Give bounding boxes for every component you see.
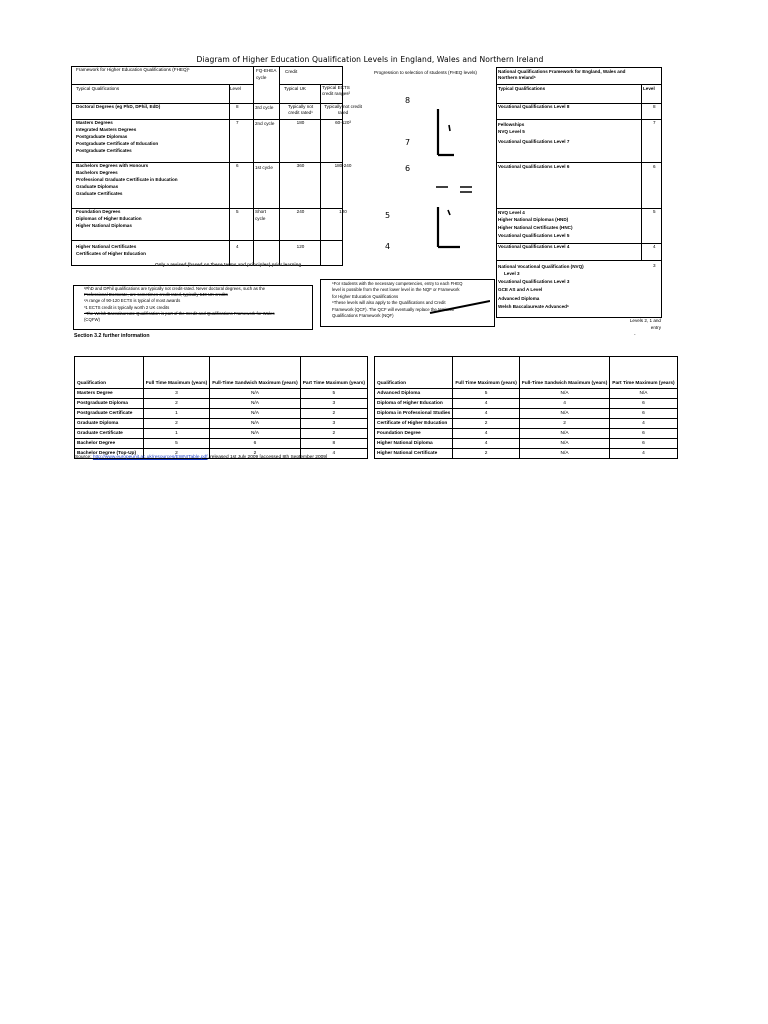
nqf-qual: Vocational Qualifications Level 4 [498, 244, 570, 249]
duration-cell: 1 [143, 429, 210, 439]
fheq-qual: Certificates of Higher Education [76, 251, 146, 256]
divider [253, 66, 254, 266]
nqf-qual: Welsh Baccalaureate Advanced⁶ [498, 304, 570, 309]
duration-cell: N/A [210, 409, 300, 419]
progression-level-7: 7 [405, 138, 411, 147]
fheq-qual: Bachelors Degrees [76, 170, 118, 175]
note: level is possible from the next lower level in the NQF or Framework [332, 287, 460, 293]
fheq-level: 5 [236, 209, 239, 214]
qualification-cell: Bachelor Degree [75, 439, 144, 449]
nqf-qual: NVQ Level 4 [498, 210, 525, 215]
fheq-cycle: 3rd cycle [255, 105, 274, 110]
divider [71, 240, 343, 241]
duration-cell: N/A [610, 389, 677, 399]
note: ³1 ECTS credit is typically worth 2 UK credits [84, 304, 170, 310]
duration-cell: 4 [610, 449, 677, 459]
duration-cell: 2 [300, 429, 367, 439]
cutoff-text: Only a revised (based on these terms and principles) prior learning [155, 262, 302, 267]
divider [71, 84, 253, 85]
typical-quals-header: Typical Qualifications [76, 86, 120, 91]
fheq-qual: Postgraduate Certificates [76, 148, 132, 153]
levels-below-dash: - [634, 332, 636, 337]
table-row [375, 419, 678, 429]
duration-cell: N/A [210, 399, 300, 409]
table-row [75, 389, 368, 399]
credit-header: Credit [285, 69, 298, 74]
duration-cell: N/A [519, 409, 609, 419]
typical-ects-header: Typical ECTS credit ranges² [322, 85, 351, 96]
fheq-ects-credit: 180-240 [334, 163, 352, 168]
duration-cell: 4 [453, 409, 520, 419]
progression-level-5: 5 [385, 211, 391, 220]
nqf-heading: National Qualifications Framework for England, Wales and Northern Ireland⁵ [498, 69, 626, 80]
nqf-level-header: Level [643, 86, 655, 91]
duration-cell: 2 [210, 449, 300, 459]
duration-cell: 4 [453, 439, 520, 449]
table-header-row [75, 357, 368, 389]
duration-cell: 4 [610, 419, 677, 429]
nqf-qual: NVQ Level 5 [498, 129, 525, 134]
col-full-time: Full Time Maximum (years) [143, 357, 210, 389]
duration-cell: 2 [300, 409, 367, 419]
fheq-qual: Higher National Certificates [76, 244, 137, 249]
nqf-qual: Vocational Qualifications Level 3 [498, 279, 570, 284]
duration-cell: 2 [143, 399, 210, 409]
fheq-level: 8 [236, 104, 239, 109]
qualification-cell: Postgraduate Certificate [75, 409, 144, 419]
fheq-qual: Higher National Diplomas [76, 223, 132, 228]
duration-cell: 2 [453, 449, 520, 459]
table-row [375, 389, 678, 399]
fheq-level: 4 [236, 244, 239, 249]
nqf-level: 3 [653, 263, 656, 268]
note: ¹PhD and DPhil qualifications are typically not credit-rated. Never doctoral degrees, such as the [84, 286, 266, 291]
nqf-level: 8 [653, 104, 656, 109]
progression-level-8: 8 [405, 96, 411, 105]
qualification-cell: Certificate of Higher Education [375, 419, 453, 429]
notes-right [332, 281, 463, 319]
nqf-level: 7 [653, 120, 656, 125]
duration-cell: 5 [453, 389, 520, 399]
duration-cell: 2 [143, 419, 210, 429]
source-suffix: , released 1st July 2009 [accessed 8th September 2009] [207, 455, 328, 460]
fheq-level: 7 [236, 120, 239, 125]
fheq-qual: Graduate Certificates [76, 191, 123, 196]
page-title: Diagram of Higher Education Qualification Levels in England, Wales and Northern Ireland [196, 55, 544, 64]
fheq-uk-credit: 180 [296, 120, 305, 125]
table-row [75, 429, 368, 439]
source-link[interactable]: http://www.europeunit.ac.uk/resources/EWNITable.pdf [92, 455, 208, 460]
divider [496, 208, 662, 209]
fheq-ects-credit: 60-120³ [335, 120, 351, 125]
fheq-cycle: Short cycle [255, 209, 266, 221]
qualification-cell: Foundation Degree [375, 429, 453, 439]
duration-cell: N/A [210, 419, 300, 429]
nqf-level: 5 [653, 209, 656, 214]
typical-uk-header: Typical UK [284, 86, 306, 91]
duration-cell: 4 [453, 429, 520, 439]
fheq-qual: Integrated Masters Degrees [76, 127, 137, 132]
duration-cell: 3 [300, 399, 367, 409]
duration-table-right [374, 356, 678, 459]
qualification-cell: Diploma in Professional Studies [375, 409, 453, 419]
duration-cell: N/A [210, 429, 300, 439]
duration-cell: 2 [519, 419, 609, 429]
duration-cell: N/A [210, 389, 300, 399]
table-header-row [375, 357, 678, 389]
source-prefix: Source: [75, 455, 92, 460]
qualification-cell: Higher National Diploma [375, 439, 453, 449]
fheq-ects-credit: 120 [339, 209, 347, 214]
progression-level-4: 4 [385, 242, 391, 251]
duration-cell: 3 [143, 389, 210, 399]
progression-heading: Progression to selection of students (FHEQ levels) [374, 70, 477, 75]
nqf-level: 6 [653, 164, 656, 169]
qualification-cell: Higher National Certificate [375, 449, 453, 459]
note: ⁶These levels will also apply to the Qualifications and Credit [332, 300, 446, 306]
note: Professional Doctorate, are sometimes credit rated, typically 540 UK credits [84, 292, 228, 298]
divider [496, 84, 662, 85]
table-row [375, 399, 678, 409]
divider [496, 119, 662, 120]
nqf-qual: Fellowships [498, 122, 525, 127]
fheq-cycle: 1st cycle [255, 165, 273, 170]
divider [320, 84, 321, 266]
nqf-qual: Vocational Qualifications Level 6 [498, 164, 570, 169]
divider [279, 66, 280, 266]
duration-cell: 6 [610, 399, 677, 409]
level-header: Level [230, 86, 241, 91]
nqf-qual: GCE AS and A Level [498, 287, 543, 292]
duration-cell: 1 [143, 409, 210, 419]
nqf-qual: Advanced Diploma [498, 296, 540, 301]
duration-cell: 4 [453, 399, 520, 409]
fheq-heading: Framework for Higher Education Qualifications (FHEQ)¹ [76, 67, 190, 72]
duration-cell: 6 [610, 439, 677, 449]
fheq-qual: Postgraduate Certificate of Education [76, 141, 159, 146]
table-row [75, 399, 368, 409]
table-row [75, 439, 368, 449]
table-row [375, 439, 678, 449]
col-sandwich: Full-Time Sandwich Maximum (years) [210, 357, 300, 389]
notes-left [84, 286, 275, 323]
note: ²A range of 90-120 ECTS is typical of most awards [84, 298, 181, 304]
duration-cell: 6 [210, 439, 300, 449]
col-qualification: Qualification [375, 357, 453, 389]
qualification-cell: Bachelor Degree (Top-Up) [75, 449, 144, 459]
source-line [75, 455, 327, 460]
divider [496, 162, 662, 163]
fheq-qual: Bachelors Degrees with Honours [76, 163, 149, 168]
nqf-qual: National Vocational Qualification (NVQ) [498, 264, 584, 269]
nqf-level: 4 [653, 244, 656, 249]
duration-cell: N/A [519, 429, 609, 439]
table-row [75, 419, 368, 429]
note: Qualifications Framework (NQF) [332, 313, 394, 319]
levels-below: Levels 2, 1 and entry [629, 318, 661, 330]
nqf-qual: Higher National Certificates (HNC) [498, 225, 573, 230]
divider [229, 84, 230, 266]
fq-ehea-header: FQ-EHEA cycle [256, 68, 277, 80]
table-row [375, 409, 678, 419]
duration-cell: 6 [610, 409, 677, 419]
fheq-qual: Postgraduate Diplomas [76, 134, 128, 139]
fheq-qual: Professional Graduate Certificate in Education [76, 177, 178, 182]
note: Framework (QCF). The QCF will eventually replace the National [332, 306, 454, 312]
duration-cell: 3 [300, 419, 367, 429]
fheq-level: 6 [236, 163, 239, 168]
fheq-qual: Doctoral Degrees (eg PhD, DPhil, EdD) [76, 104, 161, 109]
qualification-cell: Postgraduate Diploma [75, 399, 144, 409]
nqf-qual: Higher National Diplomas (HND) [498, 217, 569, 222]
divider [641, 84, 642, 260]
note: for Higher Education Qualifications [332, 293, 399, 299]
nqf-qual: Level 3 [504, 271, 520, 276]
nqf-qual: Vocational Qualifications Level 5 [498, 233, 570, 238]
divider [496, 260, 662, 261]
table-row [75, 409, 368, 419]
fheq-uk-credit: 240 [296, 209, 305, 214]
fheq-qual: Graduate Diplomas [76, 184, 119, 189]
note: ⁵For students with the necessary competencies, entry to each FHEQ [332, 281, 463, 286]
duration-cell: N/A [519, 439, 609, 449]
qualification-cell: Diploma of Higher Education [375, 399, 453, 409]
nqf-qual: Vocational Qualifications Level 8 [498, 104, 570, 109]
duration-cell: 4 [300, 449, 367, 459]
duration-cell: 8 [300, 439, 367, 449]
col-part-time: Part Time Maximum (years) [610, 357, 677, 389]
fheq-uk-credit: 120 [296, 244, 305, 249]
fheq-qual: Diplomas of Higher Education [76, 216, 142, 221]
fheq-qual: Masters Degrees [76, 120, 113, 125]
col-sandwich: Full-Time Sandwich Maximum (years) [519, 357, 609, 389]
fheq-uk-credit: Typically not credit rated¹ [287, 104, 314, 115]
progression-level-6: 6 [405, 164, 411, 173]
duration-cell: 5 [143, 439, 210, 449]
duration-cell: 6 [610, 429, 677, 439]
qualification-cell: Masters Degree [75, 389, 144, 399]
qualification-cell: Graduate Certificate [75, 429, 144, 439]
fheq-cycle: 2nd cycle [255, 121, 275, 126]
col-qualification: Qualification [75, 357, 144, 389]
fheq-uk-credit: 360 [296, 163, 305, 168]
note: ⁴The Welsh Baccalaureate Qualification is part of the Credit and Qualifications Framework for Wales [84, 310, 275, 316]
section-heading: Section 3.2 further information [74, 333, 150, 339]
fheq-qual: Foundation Degrees [76, 209, 121, 214]
duration-cell: N/A [519, 389, 609, 399]
col-part-time: Part Time Maximum (years) [300, 357, 367, 389]
note: (CQFW) [84, 317, 100, 323]
table-row [375, 429, 678, 439]
duration-cell: 5 [300, 389, 367, 399]
duration-cell: 4 [519, 399, 609, 409]
duration-table-left [74, 356, 368, 459]
nqf-typical-header: Typical Qualifications [498, 86, 546, 91]
duration-cell: 2 [453, 419, 520, 429]
table-row [375, 449, 678, 459]
qualification-cell: Advanced Diploma [375, 389, 453, 399]
qualification-cell: Graduate Diploma [75, 419, 144, 429]
duration-cell: N/A [519, 449, 609, 459]
col-full-time: Full Time Maximum (years) [453, 357, 520, 389]
fheq-ects-credit: Typically not credit rated [324, 104, 362, 115]
nqf-qual: Vocational Qualifications Level 7 [498, 139, 570, 144]
duration-cell: 2 [143, 449, 210, 459]
